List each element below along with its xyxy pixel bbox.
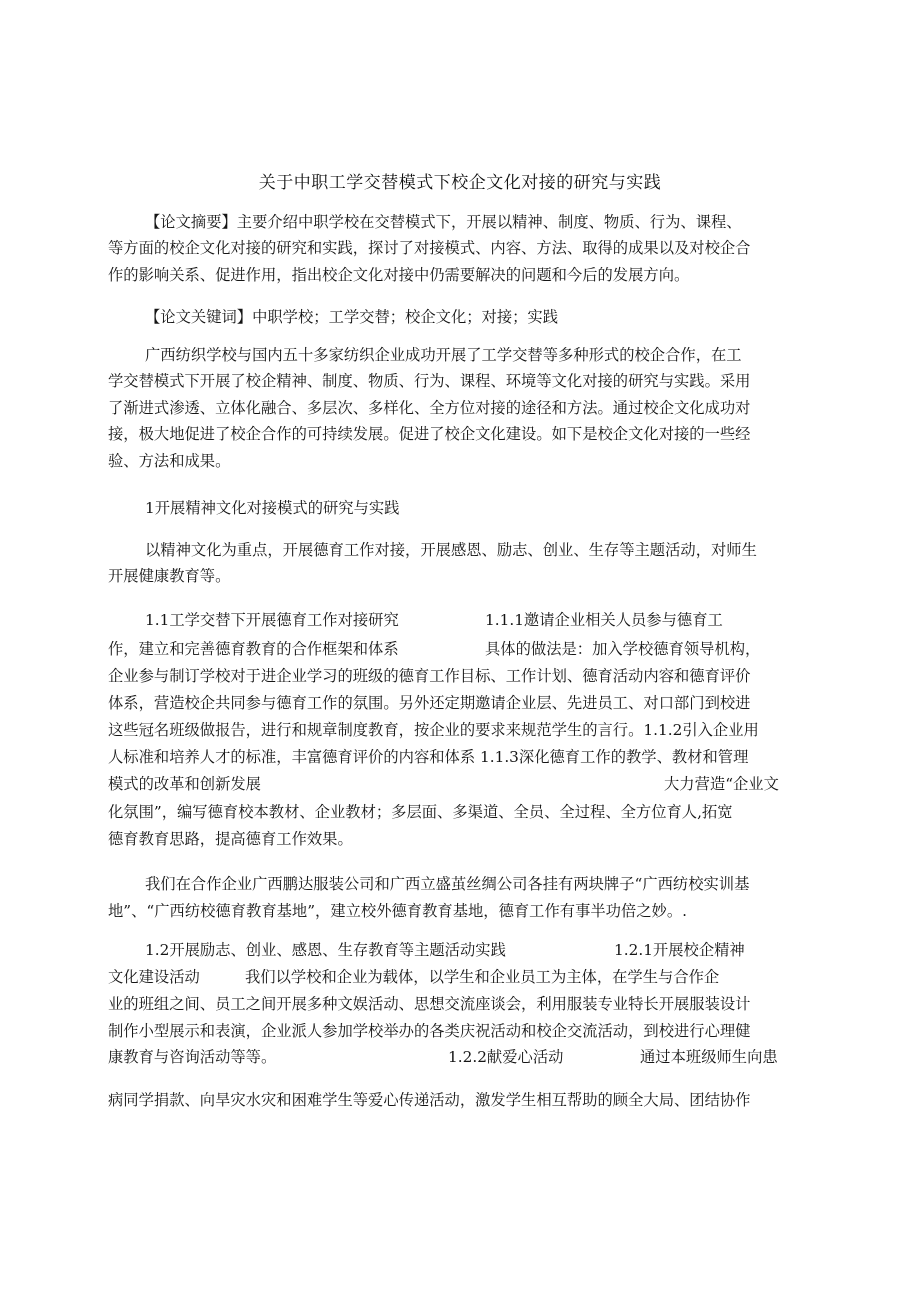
body-line-6: 化氛围”，编写德育校本教材、企业教材；多层面、多渠道、全员、全过程、全方位育人,拓宽 — [108, 803, 733, 821]
body-line-5-right: 大力营造“企业文 — [664, 775, 779, 793]
activity-line-1: 我们以学校和企业为载体，以学生和企业员工为主体，在学生与合作企 — [245, 968, 720, 986]
section1-line-2: 开展健康教育等。 — [108, 567, 231, 585]
subsection-1-1-1-heading: 1.1.1邀请企业相关人员参与德育工 — [485, 611, 723, 629]
practice-intro: 具体的做法是：加入学校德育领导机构， — [485, 640, 761, 658]
abstract-line-2: 等方面的校企文化对接的研究和实践，探讨了对接模式、内容、方法、取得的成果以及对校企合 — [108, 239, 751, 257]
body-line-5: 模式的改革和创新发展 — [108, 775, 261, 793]
intro-line-5: 验、方法和成果。 — [108, 452, 231, 470]
intro-line-3: 了渐进式渗透、立体化融合、多层次、多样化、全方位对接的途径和方法。通过校企文化成功对 — [108, 399, 751, 417]
activity-line-2: 业的班组之间、员工之间开展多种文娱活动、思想交流座谈会，利用服装专业特长开展服装设计 — [108, 995, 751, 1013]
body-line-2: 体系，营造校企共同参与德育工作的氛围。另外还定期邀请企业层、先进员工、对口部门到校进 — [108, 694, 751, 712]
base-line-1: 我们在合作企业广西鹏达服装公司和广西立盛茧丝绸公司各挂有两块牌子“广西纺校实训基 — [145, 875, 750, 893]
base-line-2: 地”、“广西纺校德育教育基地”，建立校外德育教育基地，德育工作有事半功倍之妙。. — [108, 902, 688, 920]
abstract-line-1: 【论文摘要】主要介绍中职学校在交替模式下，开展以精神、制度、物质、行为、课程、 — [145, 213, 742, 231]
intro-line-4: 接，极大地促进了校企合作的可持续发展。促进了校企文化建设。如下是校企文化对接的一些经 — [108, 425, 751, 443]
section1-line-1: 以精神文化为重点，开展德育工作对接，开展感恩、励志、创业、生存等主题活动，对师生 — [145, 541, 757, 559]
subsection-1-1-heading: 1.1工学交替下开展德育工作对接研究 — [145, 611, 399, 629]
body-line-4: 人标准和培养人才的标准，丰富德育评价的内容和体系 1.1.3深化德育工作的教学、教材和管理 — [108, 748, 749, 766]
intro-line-2: 学交替模式下开展了校企精神、制度、物质、行为、课程、环境等文化对接的研究与实践。采用 — [108, 372, 751, 390]
intro-line-1: 广西纺织学校与国内五十多家纺织企业成功开展了工学交替等多种形式的校企合作，在工 — [145, 346, 742, 364]
charity-line-2: 病同学捐款、向旱灾水灾和困难学生等爱心传递活动，激发学生相互帮助的顾全大局、团结协作 — [108, 1091, 751, 1109]
document-title: 关于中职工学交替模式下校企文化对接的研究与实践 — [258, 173, 662, 193]
keywords-line: 【论文关键词】中职学校；工学交替；校企文化；对接；实践 — [145, 308, 559, 326]
subsection-1-2-1-heading: 1.2.1开展校企精神 — [614, 941, 745, 959]
abstract-line-3: 作的影响关系、促进作用，指出校企文化对接中仍需要解决的问题和今后的发展方向。 — [108, 266, 690, 284]
body-line-1: 企业参与制订学校对于进企业学习的班级的德育工作目标、工作计划、德育活动内容和德育评价 — [108, 667, 751, 685]
section-heading-1: 1开展精神文化对接模式的研究与实践 — [145, 499, 400, 517]
charity-line-1: 通过本班级师生向患 — [640, 1048, 778, 1066]
subsection-1-2-1-cont: 文化建设活动 — [108, 968, 200, 986]
subsection-1-2-2-heading: 1.2.2献爱心活动 — [448, 1048, 564, 1066]
subsection-1-1-1-cont: 作，建立和完善德育教育的合作框架和体系 — [108, 640, 399, 658]
activity-line-3: 制作小型展示和表演，企业派人参加学校举办的各类庆祝活动和校企交流活动，到校进行心理健 — [108, 1022, 751, 1040]
body-line-3: 这些冠名班级做报告，进行和规章制度教育，按企业的要求来规范学生的言行。1.1.2引入企业用 — [108, 721, 759, 739]
activity-line-4: 康教育与咨询活动等等。 — [108, 1048, 277, 1066]
body-line-7: 德育教育思路，提高德育工作效果。 — [108, 830, 353, 848]
subsection-1-2-heading: 1.2开展励志、创业、感恩、生存教育等主题活动实践 — [145, 941, 506, 959]
